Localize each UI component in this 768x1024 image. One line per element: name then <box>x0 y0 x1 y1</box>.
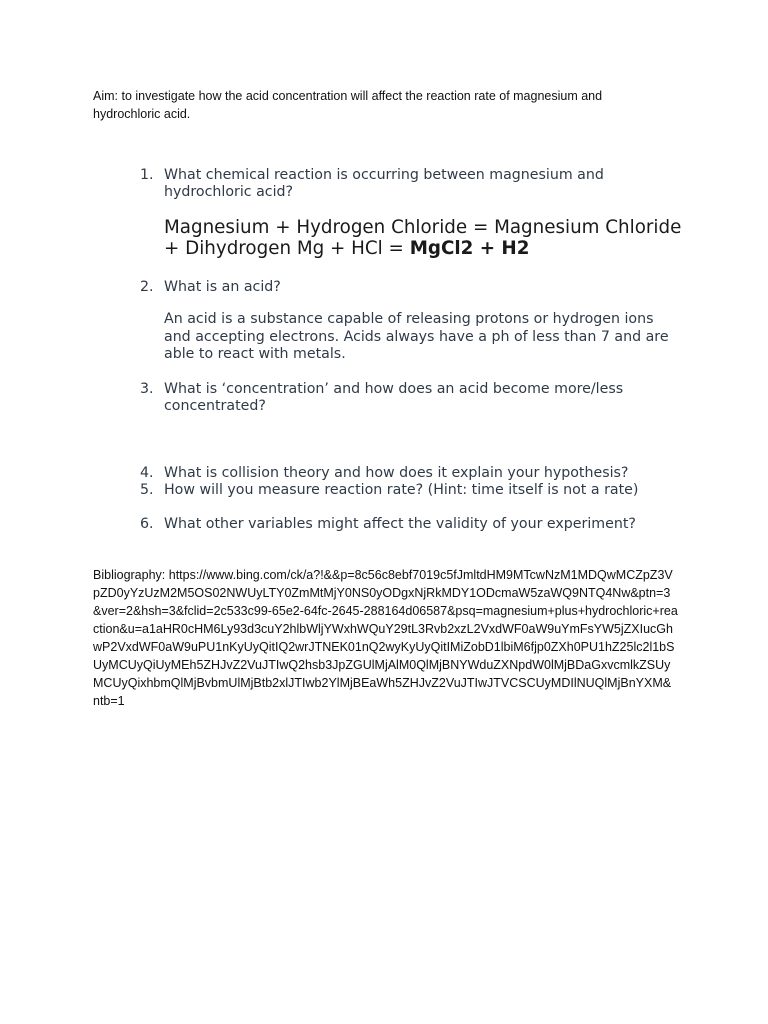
question-text: What chemical reaction is occurring between magnesium and hydrochloric acid? <box>164 167 604 200</box>
answer-1-formula: MgCl2 + H2 <box>409 238 530 259</box>
question-1 <box>140 167 680 201</box>
answer-1-text: Magnesium + Hydrogen Chloride = Magnesium Chloride + Dihydrogen Mg + HCl = <box>164 217 682 259</box>
question-number: 5. <box>140 482 154 498</box>
aim-text: Aim: to investigate how the acid concentration will affect the reaction rate of magnesium and hydrochloric acid. <box>93 89 603 121</box>
question-4 <box>140 465 680 482</box>
question-number: 2. <box>140 279 154 295</box>
question-text: How will you measure reaction rate? (Hint: time itself is not a rate) <box>164 482 639 498</box>
answer-1 <box>164 217 684 259</box>
question-3 <box>140 381 680 415</box>
question-6 <box>140 516 680 533</box>
question-2 <box>140 279 680 296</box>
question-text: What is collision theory and how does it explain your hypothesis? <box>164 465 629 481</box>
question-text: What is an acid? <box>164 279 281 295</box>
question-text: What is ‘concentration’ and how does an acid become more/less concentrated? <box>164 381 624 414</box>
question-5 <box>140 482 680 499</box>
question-number: 4. <box>140 465 154 481</box>
question-number: 1. <box>140 167 154 183</box>
question-number: 6. <box>140 516 154 532</box>
answer-2: An acid is a substance capable of releasing protons or hydrogen ions and accepting electrons. Acids always have a ph of less than 7 and are able to react with metals. <box>164 311 669 362</box>
bibliography: Bibliography: https://www.bing.com/ck/a?!&&p=8c56c8ebf7019c5fJmltdHM9MTcwNzM1MDQwMCZpZ3VpZD0yYzUzM2M5OS02NWUyLTY0ZmMtMjY0NS0yODgxNjRkMDY1ODcmaW5zaWQ9NTQ4Nw&ptn=3&ver=2&hsh=3&fclid=2c533c99-65e2-64fc-2645-288164d06587&psq=magnesium+plus+hydrochloric+reaction&u=a1aHR0cHM6Ly93d3cuY2hlbWljYWxhWQuY29tL3Rvb2xzL2VxdWF0aW9uYmFsYW5jZXIucGhwP2VxdWF0aW9uPU1nKyUyQitIQ2wrJTNEK01nQ2wyKyUyQitIMiZobD1lbiM6fjp0ZXh0PU1hZ25lc2l1bSUyMCUyQiUyMEh5ZHJvZ2VuJTIwQ2hsb3JpZGUlMjAlM0QlMjBNYWduZXNpdW0lMjBDaGxvcmlkZSUyMCUyQixhbmQlMjBvbmUlMjBtb2xlJTIwb2YlMjBEaWh5ZHJvZ2VuJTIwJTVCSCUyMDIlNUQlMjBnYXM&ntb=1 <box>93 568 678 708</box>
question-text: What other variables might affect the validity of your experiment? <box>164 516 636 532</box>
question-number: 3. <box>140 381 154 397</box>
